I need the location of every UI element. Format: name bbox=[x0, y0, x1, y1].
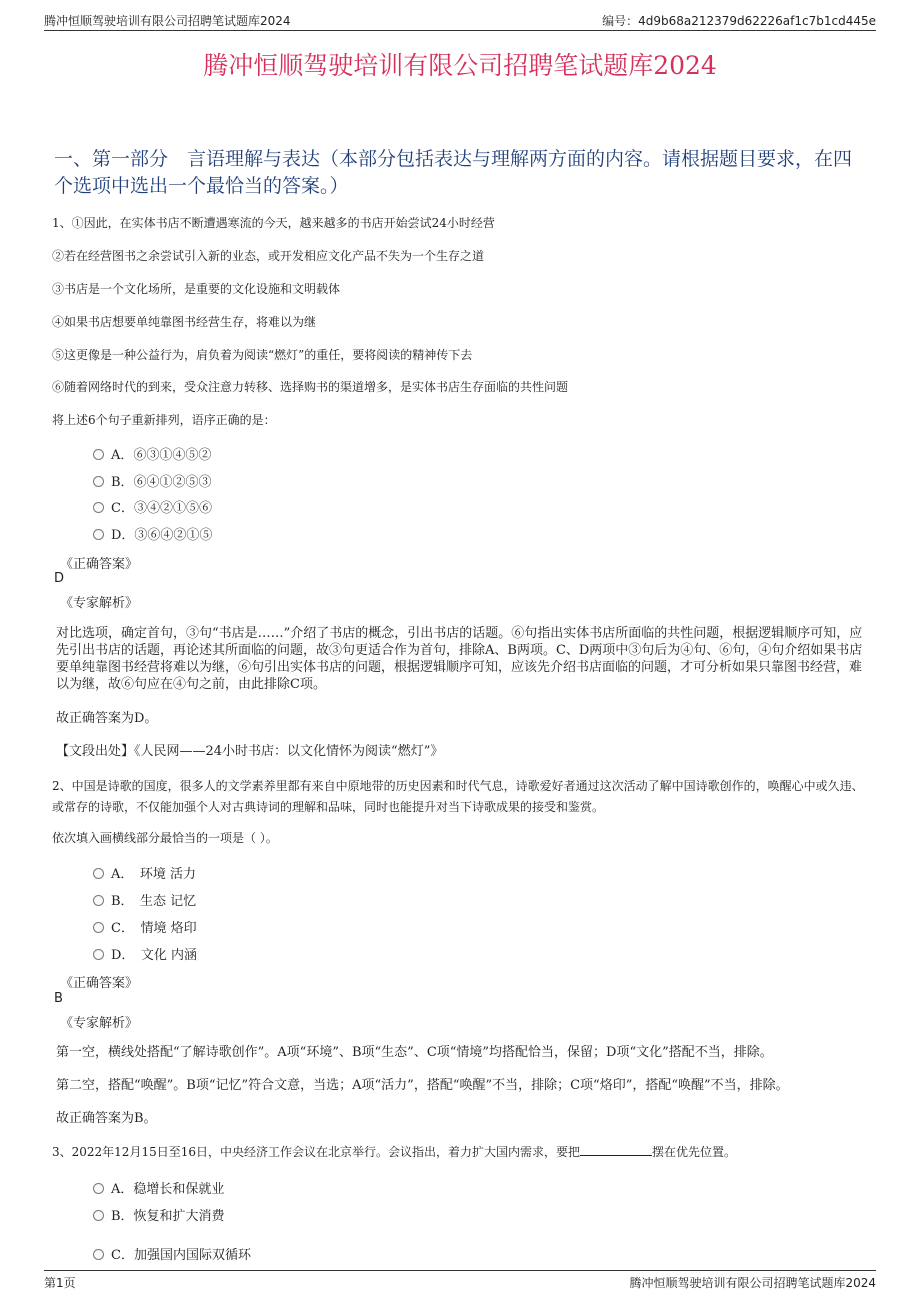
q1-prompt: 将上述6个句子重新排列，语序正确的是： bbox=[52, 413, 276, 427]
q1-conclusion: 故正确答案为D。 bbox=[56, 711, 158, 726]
q2-answer-label: 《正确答案》 bbox=[60, 976, 139, 991]
q2-conclusion: 故正确答案为B。 bbox=[56, 1111, 157, 1126]
q2-option-a[interactable]: A． 环境 活力 bbox=[93, 863, 196, 882]
q2-stem: 2、中国是诗歌的国度，很多人的文学素养里都有来自中原地带的历史因素和时代气息，诗歌爱好者通过这次活动了解中国诗歌创作的，唤醒心中或久违、或常存的诗歌，不仅能加强个人对古典诗词的理解和品味，同时也能提升对当下诗歌成果的接受和鉴赏。 bbox=[52, 779, 864, 814]
q3-option-a[interactable]: A．稳增长和保就业 bbox=[93, 1178, 224, 1197]
q3-stem: 3、2022年12月15日至16日，中央经济工作会议在北京举行。会议指出，着力扩大国内需求，要把 摆在优先位置。 bbox=[52, 1145, 737, 1159]
q1-answer: D bbox=[54, 571, 65, 586]
q1-option-a[interactable]: A．⑥③①④⑤② bbox=[93, 444, 211, 463]
radio-icon[interactable] bbox=[93, 1210, 104, 1221]
q1-line-2: ②若在经营图书之余尝试引入新的业态，或开发相应文化产品不失为一个生存之道 bbox=[52, 249, 485, 263]
section-heading: 一、第一部分 言语理解与表达（本部分包括表达与理解两方面的内容。请根据题目要求，在四个选项中选出一个最恰当的答案。） bbox=[54, 148, 853, 197]
footer-title: 腾冲恒顺驾驶培训有限公司招聘笔试题库2024 bbox=[629, 1276, 876, 1290]
q2-option-b[interactable]: B． 生态 记忆 bbox=[93, 890, 196, 909]
document-title: 腾冲恒顺驾驶培训有限公司招聘笔试题库2024 bbox=[203, 51, 717, 80]
q2-answer: B bbox=[54, 991, 63, 1006]
radio-icon[interactable] bbox=[93, 449, 104, 460]
radio-icon[interactable] bbox=[93, 476, 104, 487]
q2-prompt: 依次填入画横线部分最恰当的一项是（ ）。 bbox=[52, 831, 278, 845]
q1-line-6: ⑥随着网络时代的到来，受众注意力转移、选择购书的渠道增多，是实体书店生存面临的共性问题 bbox=[52, 380, 569, 394]
q1-analysis: 对比选项，确定首句，③句“书店是……”介绍了书店的概念，引出书店的话题。⑥句指出实体书店所面临的共性问题，根据逻辑顺序可知，应先引出书店的话题，再论述其所面临的问题，故③句更适合作为首句，排除A、B两项。C、D两项中③句后为④句、⑥句，④句介绍如果书店要单纯靠图书经营将难以为继，⑥句引出实体书店的问题，根据逻辑顺序可知，应该先介绍书店面临的问题，才可分析如果只靠图书经营，难以为继，故⑥句应在④句之前，由此排除C项。 bbox=[56, 626, 863, 692]
q1-option-b[interactable]: B．⑥④①②⑤③ bbox=[93, 471, 212, 490]
q1-analysis-label: 《专家解析》 bbox=[60, 596, 139, 611]
q1-answer-label: 《正确答案》 bbox=[60, 557, 139, 572]
q2-analysis-2: 第二空，搭配“唤醒”。B项“记忆”符合文意，当选；A项“活力”，搭配“唤醒”不当，排除；C项“烙印”，搭配“唤醒”不当，排除。 bbox=[56, 1078, 789, 1093]
radio-icon[interactable] bbox=[93, 949, 104, 960]
q1-line-1: 1、①因此，在实体书店不断遭遇寒流的今天，越来越多的书店开始尝试24小时经营 bbox=[52, 216, 495, 230]
fill-in-blank bbox=[580, 1145, 652, 1156]
radio-icon[interactable] bbox=[93, 1249, 104, 1260]
radio-icon[interactable] bbox=[93, 868, 104, 879]
header-title: 腾冲恒顺驾驶培训有限公司招聘笔试题库2024 bbox=[44, 14, 291, 28]
q3-option-c[interactable]: C．加强国内国际双循环 bbox=[93, 1244, 251, 1263]
q1-line-3: ③书店是一个文化场所，是重要的文化设施和文明载体 bbox=[52, 282, 341, 296]
radio-icon[interactable] bbox=[93, 1183, 104, 1194]
q1-option-d[interactable]: D．③⑥④②①⑤ bbox=[93, 524, 212, 543]
page-header bbox=[44, 8, 876, 31]
q3-option-b[interactable]: B．恢复和扩大消费 bbox=[93, 1205, 225, 1224]
q1-line-4: ④如果书店想要单纯靠图书经营生存，将难以为继 bbox=[52, 315, 317, 329]
radio-icon[interactable] bbox=[93, 922, 104, 933]
q1-source: 【文段出处】《人民网——24小时书店：以文化情怀为阅读“燃灯”》 bbox=[56, 744, 444, 759]
radio-icon[interactable] bbox=[93, 502, 104, 513]
page-footer bbox=[44, 1270, 876, 1291]
q1-line-5: ⑤这更像是一种公益行为，肩负着为阅读“燃灯”的重任，要将阅读的精神传下去 bbox=[52, 348, 473, 362]
q2-option-d[interactable]: D． 文化 内涵 bbox=[93, 944, 197, 963]
q2-analysis-1: 第一空，横线处搭配“了解诗歌创作”。A项“环境”、B项“生态”、C项“情境”均搭配恰当，保留；D项“文化”搭配不当，排除。 bbox=[56, 1045, 773, 1060]
q2-analysis-label: 《专家解析》 bbox=[60, 1016, 139, 1031]
radio-icon[interactable] bbox=[93, 529, 104, 540]
radio-icon[interactable] bbox=[93, 895, 104, 906]
header-serial-number: 编号：4d9b68a212379d62226af1c7b1cd445e bbox=[602, 14, 876, 28]
q1-option-c[interactable]: C．③④②①⑤⑥ bbox=[93, 497, 212, 516]
q2-option-c[interactable]: C． 情境 烙印 bbox=[93, 917, 197, 936]
page-number: 第1页 bbox=[44, 1276, 76, 1290]
